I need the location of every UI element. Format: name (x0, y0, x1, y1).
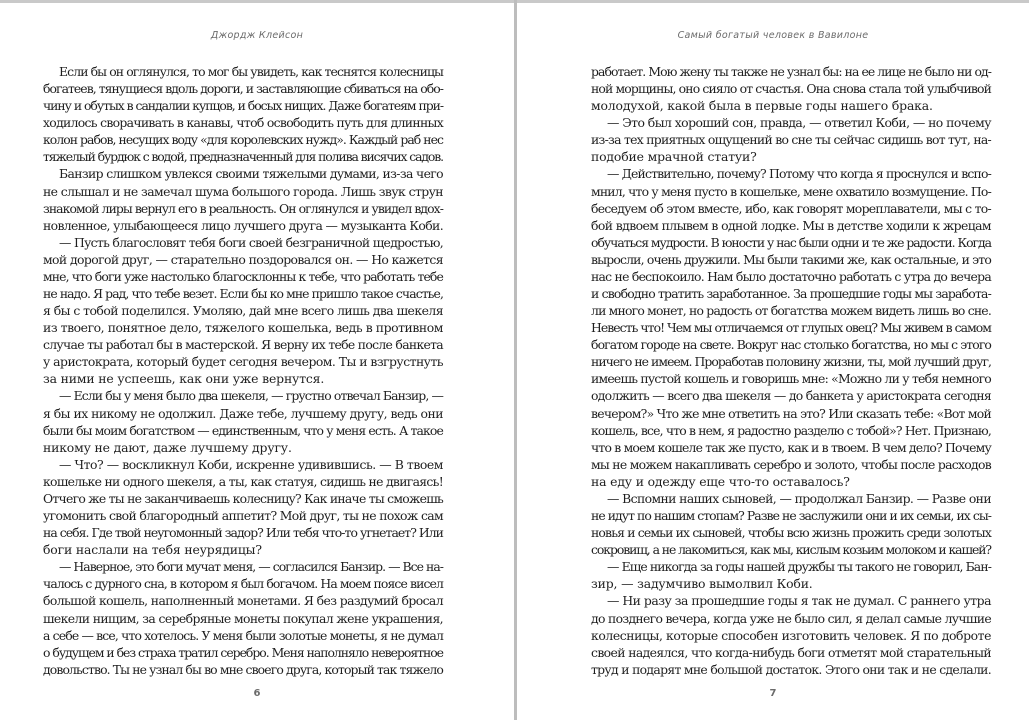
text-line: довольство. Ты не узнал бы во мне своего друга, который так тяжело (43, 661, 443, 677)
text-line: угомонить свой благородный аппетит? Мой друг, ты не похож сам (43, 508, 443, 524)
text-line: Банзир слишком увлекся своими тяжелыми думами, из-за чего (59, 166, 443, 182)
text-line: — Ни разу за прошедшие годы я так не думал. С раннего утра (607, 593, 991, 609)
text-line: молодухой, какой была в первые годы нашего брака. (591, 98, 933, 114)
text-line: из-за тех приятных ощущений во сне ты сейчас сидишь вот тут, на- (591, 132, 991, 148)
text-line: были бы моим богатством — единственным, что у меня есть. А такое (43, 422, 443, 438)
text-line: ной морщины, оно сияло от счастья. Она снова стала той улыбчивой (591, 81, 991, 97)
text-line: зир, — задумчиво вымолвил Коби. (591, 576, 813, 592)
page-number-right: 7 (769, 688, 777, 699)
text-line: вечером?» Что же мне ответить на это? Или сказать тебе: «Вот мой (591, 405, 991, 421)
text-line: не идут по нашим стопам? Разве не заслужили они и их семьи, их сы- (591, 508, 991, 524)
text-line: на себя. Где твой неугомонный задор? Или тебя что-то угнетает? Или (43, 525, 443, 541)
text-line: на еду и одежду еще что-то оставалось? (591, 473, 850, 489)
text-line: чалось с дурного сна, в котором я был богачом. На моем поясе висел (43, 576, 443, 592)
left-page (0, 0, 514, 720)
text-line: — Действительно, почему? Потому что когда я проснулся и вспо- (607, 166, 991, 182)
left-page-body (43, 63, 443, 678)
text-line: — Пусть благословят тебя боги своей безграничной щедростью, (59, 234, 443, 250)
text-line: что в моем кошеле так же пусто, как и в твоем. В чем дело? Почему (591, 439, 991, 455)
text-line: колесницы, которые способен изготовить человек. Я по доброте (591, 627, 991, 643)
text-line: — Вспомни наших сыновей, — продолжал Банзир. — Разве они (607, 490, 991, 506)
text-line: новья и семьи их сыновей, чтобы всю жизнь прожить среди золотых (591, 525, 991, 541)
text-line: — Еще никогда за годы нашей дружбы ты такого не говорил, Бан- (607, 559, 991, 575)
text-line: мне, что боги уже настолько благосклонны к тебе, что работать тебе (43, 268, 443, 284)
text-line: случае ты работал бы в мастерской. Я верну их тебе после банкета (43, 337, 443, 353)
text-line: подобие мрачной статуи? (591, 149, 757, 165)
page-number-left: 6 (253, 688, 261, 699)
text-line: бой вдвоем плывем в одной лодке. Мы в детстве ходили к жрецам (591, 217, 991, 233)
text-line: Отчего же ты не заканчиваешь колесницу? Как иначе ты сможешь (43, 490, 443, 506)
text-line: из твоего, понятное дело, тяжелого кошелька, ведь в противном (43, 320, 443, 336)
text-line: — Это был хороший сон, правда, — ответил Коби, — но почему (607, 115, 991, 131)
text-line: работает. Мою жену ты также не узнал бы: на ее лице не было ни од- (591, 64, 991, 79)
text-line: ли много монет, но радость от богатства можем видеть лишь во сне. (591, 303, 991, 319)
text-line: беседуем об этом вместе, ибо, как говорят мореплаватели, мы с то- (591, 200, 991, 216)
text-line: и свободно тратить заработанное. За прошедшие годы мы заработа- (591, 286, 991, 302)
text-line: знакомой лиры вернул его в реальность. Он оглянулся и увидел вдох- (43, 200, 443, 216)
text-line: мнил, что у меня пусто в кошельке, мене охватило возмущение. По- (591, 183, 991, 199)
text-line: выросли, очень дружили. Мы были такими же, как остальные, и это (591, 251, 991, 267)
text-line: тяжелый бурдюк с водой, предназначенный для полива висячих садов. (43, 149, 443, 165)
text-line: не слышал и не замечал шума большого города. Лишь звук струн (43, 183, 443, 199)
text-line: кошельке ни одного шекеля, а ты, как статуя, сидишь не двигаясь! (43, 473, 443, 489)
running-head-author: Джордж Клейсон (210, 30, 304, 41)
text-line: труд и подарят мне большой достаток. Этого они так и не сделали. (591, 661, 991, 677)
text-line: до позднего вечера, когда уже не было сил, я делал самые лучшие (591, 610, 991, 626)
text-line: богатеев, тянущиеся вдоль дороги, и заставляющие сбиваться на обо- (43, 81, 443, 97)
text-line: за ними не успеешь, как они уже вернутся. (43, 371, 325, 387)
text-line: нас не беспокоило. Нам было достаточно работать с утра до вечера (591, 268, 991, 284)
text-line: а себе — все, что хотелось. У меня были золотые монеты, я не думал (43, 627, 443, 643)
text-line: никому не дают, даже лучшему другу. (43, 439, 292, 455)
text-line: мой дорогой друг, — старательно поздоровался он. — Но кажется (43, 251, 443, 267)
text-line: — Наверное, это боги мучат меня, — согласился Банзир. — Все на- (59, 559, 443, 575)
text-line: боги наслали на тебя неурядицы? (43, 542, 262, 558)
right-page-body (591, 63, 991, 678)
text-line: — Что? — воскликнул Коби, искренне удивившись. — В твоем (59, 456, 443, 472)
text-line: своей надеялся, что когда-нибудь боги отметят мой старательный (591, 644, 991, 660)
text-line: имеешь пустой кошель и говоришь мне: «Можно ли у тебя немного (591, 371, 991, 387)
text-line: о будущем и без страха тратил серебро. Меня наполняло невероятное (43, 644, 443, 660)
text-line: одолжить — всего два шекеля — до банкета у аристократа сегодня (591, 388, 991, 404)
text-line: у аристократа, который будет сегодня вечером. Ты и взгрустнуть (43, 354, 443, 370)
text-line: большой кошель, наполненный монетами. Я без раздумий бросал (43, 593, 443, 609)
text-line: сокровищ, а не лакомиться, как мы, кислым козьим молоком и кашей? (591, 542, 991, 558)
text-line: чину и обутых в сандалии купцов, и босых нищих. Даже богатеям при- (43, 98, 443, 114)
text-line: — Если бы у меня было два шекеля, — грустно отвечал Банзир, — (59, 388, 443, 404)
text-line: ничего не имеем. Проработав половину жизни, ты, мой лучший друг, (591, 354, 991, 370)
text-line: колон рабов, несущих воду «для королевских нужд». Каждый раб нес (43, 132, 443, 148)
right-page (517, 0, 1029, 720)
text-line: я бы с тобой поделился. Умоляю, дай мне всего лишь два шекеля (43, 303, 443, 319)
running-head-title: Самый богатый человек в Вавилоне (677, 30, 869, 41)
text-line: я бы их никому не одолжил. Даже тебе, лучшему другу, ведь они (43, 405, 443, 421)
text-line: Если бы он оглянулся, то мог бы увидеть, как теснятся колесницы (59, 64, 443, 79)
text-line: обучаться мудрости. В юности у нас были одни и те же радости. Когда (591, 234, 991, 250)
text-line: шекели нищим, за серебряные монеты покупал жене украшения, (43, 610, 443, 626)
text-line: новленное, улыбающееся лицо лучшего друга — музыканта Коби. (43, 217, 443, 233)
text-line: Невесть что! Чем мы отличаемся от глупых овец? Мы живем в самом (591, 320, 991, 336)
text-line: ходилось сворачивать в канавы, чтоб освободить путь для длинных (43, 115, 443, 131)
text-line: кошель, все, что в нем, я радостно разделю с тобой»? Нет. Признаю, (591, 422, 991, 438)
text-line: не надо. Я рад, что тебе везет. Если бы ко мне пришло такое счастье, (43, 286, 443, 302)
text-line: богатом городе на свете. Вокруг нас столько богатства, но мы с этого (591, 337, 991, 353)
text-line: мы не можем накапливать серебро и золото, чтобы после расходов (591, 456, 991, 472)
